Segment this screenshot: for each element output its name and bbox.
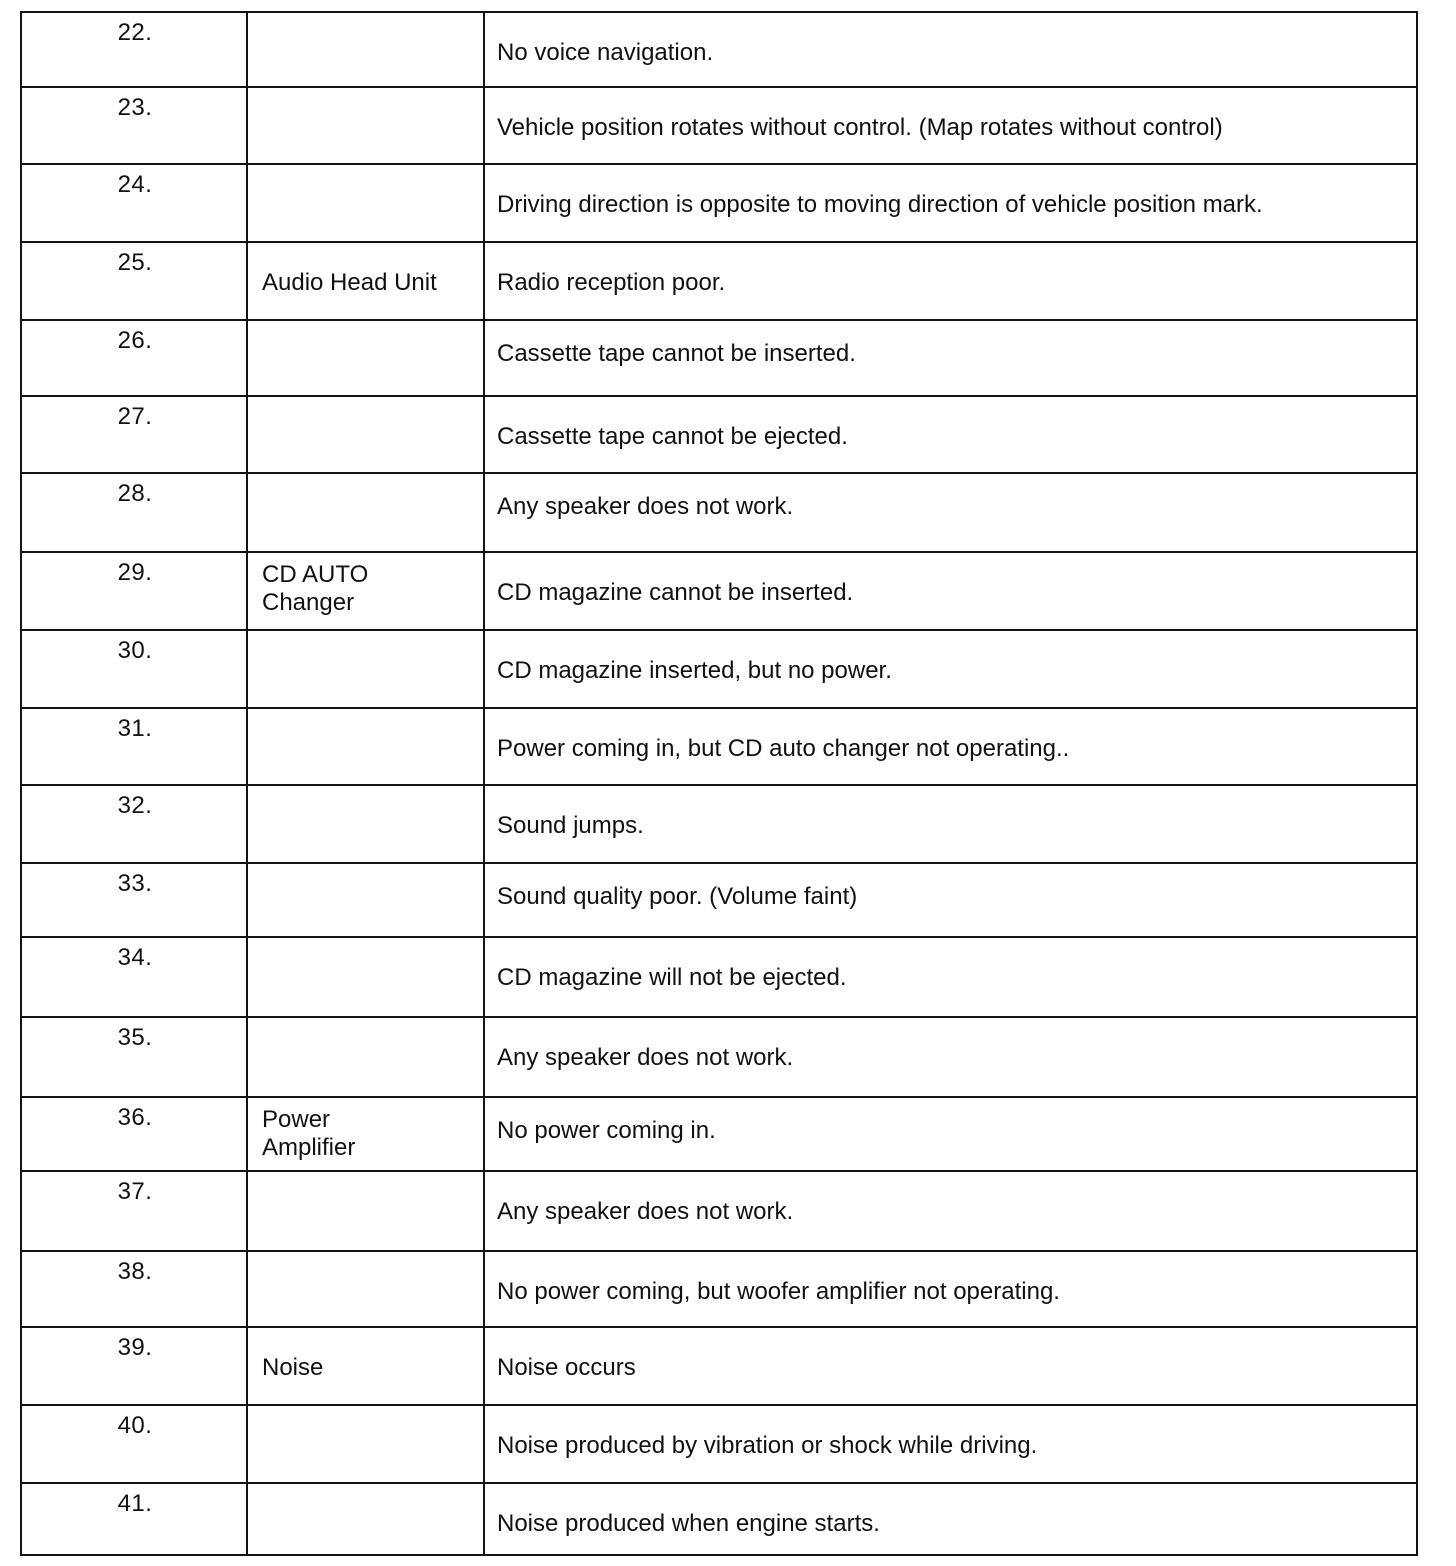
row-number-cell xyxy=(21,12,247,87)
symptom-cell xyxy=(484,164,1417,242)
row-number-cell xyxy=(21,1483,247,1555)
component-label: Power Amplifier xyxy=(262,1106,356,1161)
row-number: 36. xyxy=(117,1104,153,1131)
trouble-symptom-sheet xyxy=(20,11,1416,1556)
component-cell xyxy=(247,396,484,473)
symptom-cell xyxy=(484,1017,1417,1097)
symptom-text: Sound jumps. xyxy=(497,812,644,839)
table-row xyxy=(21,708,1417,785)
row-number: 39. xyxy=(117,1334,153,1361)
row-number: 27. xyxy=(117,403,153,430)
table-row xyxy=(21,320,1417,396)
component-cell xyxy=(247,1017,484,1097)
component-cell xyxy=(247,242,484,320)
table-row xyxy=(21,396,1417,473)
component-cell xyxy=(247,164,484,242)
symptom-cell xyxy=(484,320,1417,396)
row-number-cell xyxy=(21,937,247,1017)
row-number: 38. xyxy=(117,1258,153,1285)
symptom-cell xyxy=(484,396,1417,473)
symptom-text: Noise occurs xyxy=(497,1354,636,1381)
symptom-text: CD magazine will not be ejected. xyxy=(497,964,847,991)
symptom-cell xyxy=(484,1483,1417,1555)
row-number: 29. xyxy=(117,559,153,586)
component-cell xyxy=(247,473,484,552)
row-number-cell xyxy=(21,1097,247,1171)
symptom-cell xyxy=(484,863,1417,937)
component-cell xyxy=(247,1483,484,1555)
component-cell xyxy=(247,863,484,937)
symptom-cell xyxy=(484,708,1417,785)
row-number: 33. xyxy=(117,870,153,897)
row-number: 23. xyxy=(117,94,153,121)
row-number-cell xyxy=(21,242,247,320)
row-number-cell xyxy=(21,552,247,630)
row-number: 40. xyxy=(117,1412,153,1439)
component-cell xyxy=(247,1097,484,1171)
symptom-cell xyxy=(484,1097,1417,1171)
component-cell xyxy=(247,87,484,164)
component-label: CD AUTO Changer xyxy=(262,561,369,616)
table-row xyxy=(21,1251,1417,1327)
symptom-cell xyxy=(484,242,1417,320)
row-number: 24. xyxy=(117,171,153,198)
trouble-symptom-table xyxy=(20,11,1418,1556)
symptom-text: No voice navigation. xyxy=(497,39,714,66)
component-label: Audio Head Unit xyxy=(262,269,437,296)
row-number: 34. xyxy=(117,944,153,971)
symptom-cell xyxy=(484,785,1417,863)
symptom-cell xyxy=(484,630,1417,708)
row-number: 32. xyxy=(117,792,153,819)
table-row xyxy=(21,1405,1417,1483)
table-row xyxy=(21,630,1417,708)
row-number: 30. xyxy=(117,637,153,664)
table-row xyxy=(21,552,1417,630)
table-row xyxy=(21,164,1417,242)
table-row xyxy=(21,937,1417,1017)
symptom-text: Noise produced by vibration or shock while driving. xyxy=(497,1432,1038,1459)
symptom-cell xyxy=(484,12,1417,87)
symptom-cell xyxy=(484,937,1417,1017)
row-number: 22. xyxy=(117,19,153,46)
row-number: 35. xyxy=(117,1024,153,1051)
component-cell xyxy=(247,1171,484,1251)
row-number-cell xyxy=(21,1171,247,1251)
symptom-text: Radio reception poor. xyxy=(497,269,726,296)
table-row xyxy=(21,1097,1417,1171)
symptom-cell xyxy=(484,552,1417,630)
symptom-text: Driving direction is opposite to moving direction of vehicle position mark. xyxy=(497,191,1263,218)
row-number-cell xyxy=(21,1017,247,1097)
component-cell xyxy=(247,1251,484,1327)
symptom-cell xyxy=(484,1327,1417,1405)
row-number: 28. xyxy=(117,480,153,507)
row-number-cell xyxy=(21,630,247,708)
row-number-cell xyxy=(21,473,247,552)
table-row xyxy=(21,863,1417,937)
symptom-cell xyxy=(484,87,1417,164)
symptom-text: CD magazine inserted, but no power. xyxy=(497,657,892,684)
symptom-text: Any speaker does not work. xyxy=(497,1198,794,1225)
row-number-cell xyxy=(21,396,247,473)
row-number-cell xyxy=(21,1405,247,1483)
symptom-text: No power coming in. xyxy=(497,1117,716,1144)
table-row xyxy=(21,87,1417,164)
table-row xyxy=(21,1017,1417,1097)
component-cell xyxy=(247,1405,484,1483)
symptom-text: Sound quality poor. (Volume faint) xyxy=(497,883,858,910)
component-cell xyxy=(247,1327,484,1405)
row-number-cell xyxy=(21,1251,247,1327)
row-number-cell xyxy=(21,708,247,785)
row-number-cell xyxy=(21,320,247,396)
row-number: 31. xyxy=(117,715,153,742)
row-number: 37. xyxy=(117,1178,153,1205)
component-label: Noise xyxy=(262,1354,324,1381)
row-number-cell xyxy=(21,785,247,863)
table-row xyxy=(21,12,1417,87)
row-number: 41. xyxy=(117,1490,153,1517)
table-row xyxy=(21,1483,1417,1555)
table-row xyxy=(21,1171,1417,1251)
symptom-text: Noise produced when engine starts. xyxy=(497,1510,880,1537)
symptom-cell xyxy=(484,1171,1417,1251)
symptom-text: Power coming in, but CD auto changer not operating.. xyxy=(497,735,1070,762)
row-number-cell xyxy=(21,164,247,242)
symptom-text: CD magazine cannot be inserted. xyxy=(497,579,854,606)
row-number: 25. xyxy=(117,249,153,276)
row-number-cell xyxy=(21,863,247,937)
row-number-cell xyxy=(21,87,247,164)
symptom-text: Cassette tape cannot be inserted. xyxy=(497,340,856,367)
table-row xyxy=(21,1327,1417,1405)
row-number-cell xyxy=(21,1327,247,1405)
symptom-text: Any speaker does not work. xyxy=(497,1044,794,1071)
symptom-text: Vehicle position rotates without control. (Map rotates without control) xyxy=(497,114,1223,141)
component-cell xyxy=(247,552,484,630)
symptom-text: Any speaker does not work. xyxy=(497,493,794,520)
table-row xyxy=(21,242,1417,320)
symptom-cell xyxy=(484,1405,1417,1483)
table-row xyxy=(21,785,1417,863)
row-number: 26. xyxy=(117,327,153,354)
symptom-cell xyxy=(484,1251,1417,1327)
table-row xyxy=(21,473,1417,552)
symptom-cell xyxy=(484,473,1417,552)
component-cell xyxy=(247,708,484,785)
component-cell xyxy=(247,320,484,396)
component-cell xyxy=(247,937,484,1017)
symptom-text: Cassette tape cannot be ejected. xyxy=(497,423,848,450)
component-cell xyxy=(247,12,484,87)
symptom-text: No power coming, but woofer amplifier not operating. xyxy=(497,1278,1060,1305)
component-cell xyxy=(247,630,484,708)
component-cell xyxy=(247,785,484,863)
